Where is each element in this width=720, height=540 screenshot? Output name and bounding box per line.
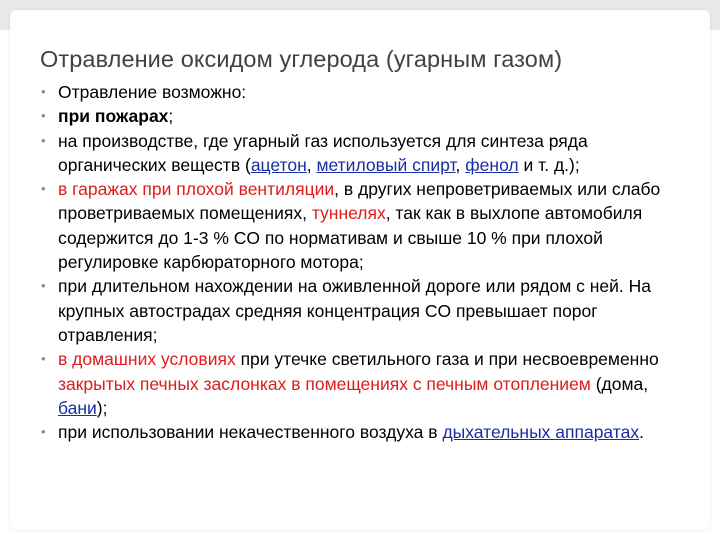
bullet-item-5 [40, 274, 690, 347]
bullet-icon: • [41, 424, 46, 440]
red-highlight-garages: в гаражах при плохой вентиляции [58, 179, 335, 200]
bullet-icon: • [41, 108, 46, 124]
bullet-text: (дома, [590, 373, 649, 394]
bullet-list [40, 80, 690, 444]
bullet-text: , [306, 154, 317, 175]
slide-title: Отравление оксидом углерода (угарным газом) [40, 46, 563, 72]
bullet-text: ); [96, 397, 108, 418]
bullet-icon: • [41, 181, 46, 197]
link-phenol[interactable]: фенол [465, 154, 519, 175]
bullet-text: при использовании некачественного воздуха в [58, 422, 443, 443]
bullet-icon: • [41, 351, 46, 367]
bullet-text: . [639, 422, 644, 443]
bullet-item-2 [40, 104, 690, 128]
bullet-item-3 [40, 129, 690, 178]
red-highlight-tunnels: туннелях [311, 203, 386, 224]
bullet-icon: • [41, 132, 46, 148]
link-breathing-apparatus[interactable]: дыхательных аппаратах [442, 422, 640, 443]
bullet-text: при утечке светильного газа и при несвоевременно [235, 349, 659, 370]
link-methanol[interactable]: метиловый спирт [316, 154, 456, 175]
bullet-text: и т. д.); [518, 154, 580, 175]
bold-phrase: при пожарах [58, 106, 169, 127]
bullet-text: на производстве, где угарный газ используется для синтеза ряда органических веществ ( [58, 130, 588, 175]
bullet-text: при длительном нахождении на оживленной дороге или рядом с ней. На крупных автострадах средняя концентрация CO превышает порог отравления; [58, 276, 652, 345]
bullet-item-6 [40, 347, 690, 420]
bullet-icon: • [41, 84, 46, 99]
bullet-text: ; [168, 106, 174, 127]
bullet-text: Отравление возможно: [58, 82, 247, 102]
red-highlight-home: в домашних условиях [58, 349, 236, 370]
bullet-item-4 [40, 177, 690, 274]
bullet-text: , так как в выхлопе автомобиля содержится до 1-3 % CO по нормативам и свыше 10 % при плохой регулировке карбюраторного мотора; [58, 203, 643, 273]
bullet-item-7 [40, 420, 690, 444]
bullet-text: , в других непроветриваемых или слабо проветриваемых помещениях, [58, 179, 661, 224]
red-highlight-stove-dampers: закрытых печных заслонках в помещениях с печным отоплением [58, 373, 591, 394]
bullet-text: , [455, 154, 466, 175]
link-acetone[interactable]: ацетон [250, 154, 307, 175]
link-bani[interactable]: бани [58, 397, 97, 418]
bullet-icon: • [41, 278, 46, 294]
bullet-item-1 [40, 80, 690, 104]
